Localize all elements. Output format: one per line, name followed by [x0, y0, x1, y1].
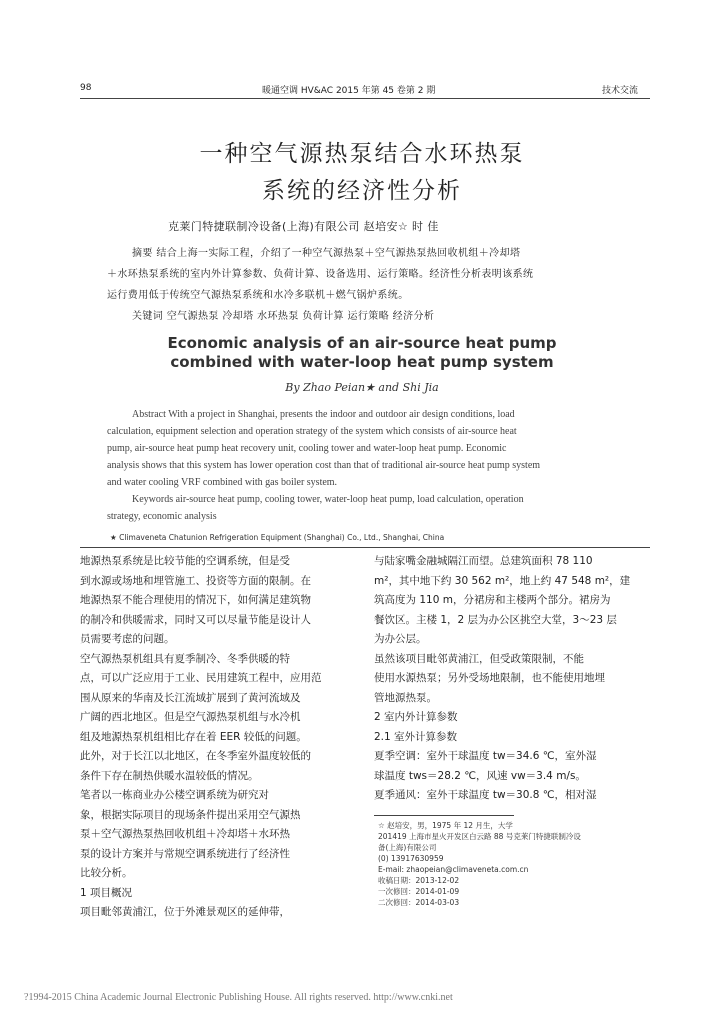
section-label: 技术交流	[602, 86, 639, 96]
body-right-line: 与陆家嘴金融城隔江而望。总建筑面积 78 110	[374, 555, 593, 567]
keywords-en-line-1: Keywords air-source heat pump, cooling tower, water-loop heat pump, load calculation, operation	[132, 494, 524, 505]
abstract-cn-line-2: ＋水环热泵系统的室内外计算参数、负荷计算、设备选用、运行策略。经济性分析表明该系统	[107, 269, 534, 280]
body-right-line: 管地源热泵。	[374, 691, 437, 704]
affiliation-en: ★ Climaveneta Chatunion Refrigeration Equipment (Shanghai) Co., Ltd., Shanghai, China	[110, 533, 445, 542]
body-right-column	[374, 552, 654, 806]
section-heading-2: 2 室内外计算参数	[374, 711, 458, 723]
body-right-line: 夏季空调：室外干球温度 tw＝34.6 ℃，室外湿	[374, 750, 597, 762]
body-right-line: 筑高度为 110 m，分裙房和主楼两个部分。裙房为	[374, 594, 611, 606]
body-right-line: 球温度 tws＝28.2 ℃，风速 vw＝3.4 m/s。	[374, 769, 586, 782]
body-left-column	[80, 552, 365, 923]
author-footnote	[378, 820, 581, 908]
header-rule	[80, 98, 650, 99]
body-right-line: m²，其中地下约 30 562 m²，地上约 47 548 m²，建	[374, 574, 631, 587]
body-right-line: 夏季通风：室外干球温度 tw＝30.8 ℃，相对湿	[374, 789, 597, 801]
title-line-2: 系统的经济性分析	[262, 178, 462, 204]
abstract-en-line-4: analysis shows that this system has lower operation cost than that of traditional air-source heat pump system	[107, 460, 541, 471]
abstract-cn-line-1: 摘要 结合上海一实际工程，介绍了一种空气源热泵＋空气源热泵热回收机组＋冷却塔	[132, 248, 521, 259]
body-right-line: 虽然该项目毗邻黄浦江，但受政策限制，不能	[374, 652, 584, 665]
body-left-line: 泵的设计方案并与常规空调系统进行了经济性	[80, 847, 290, 860]
title-en-line-1: Economic analysis of an air-source heat pump	[167, 334, 557, 352]
title-line-1: 一种空气源热泵结合水环热泵	[199, 141, 525, 167]
received-date: 收稿日期：2013-12-02	[378, 876, 460, 885]
body-right-line: 为办公层。	[374, 633, 427, 645]
body-left-line: 笔者以一栋商业办公楼空调系统为研究对	[80, 789, 269, 801]
body-left-line: 此外，对于长江以北地区，在冬季室外温度较低的	[80, 750, 311, 762]
body-left-line: 象，根据实际项目的现场条件提出采用空气源热	[80, 808, 301, 821]
first-revision-date: 一次修回：2014-01-09	[378, 887, 460, 896]
footnote-line: 201419 上海市星火开发区白云路 88 号克莱门特捷联制冷设	[378, 832, 581, 841]
footnote-rule	[374, 815, 514, 816]
body-left-line: 地源热泵系统是比较节能的空调系统，但是受	[80, 555, 290, 567]
body-right-line: 餐饮区。主楼 1，2 层为办公区挑空大堂，3～23 层	[374, 613, 617, 626]
section-heading-2-1: 2.1 室外计算参数	[374, 730, 458, 743]
journal-header: 暖通空调 HV&AC 2015 年第 45 卷第 2 期	[262, 86, 436, 96]
body-left-line: 员需要考虑的问题。	[80, 633, 175, 645]
authors-cn: 克莱门特捷联制冷设备(上海)有限公司 赵培安☆ 时 佳	[168, 220, 439, 233]
footnote-line: (0) 13917630959	[378, 854, 444, 863]
keywords-en-line-2: strategy, economic analysis	[107, 511, 217, 522]
abstract-en-line-2: calculation, equipment selection and operation strategy of the system which consists of air-source heat	[107, 426, 517, 437]
body-left-line: 地源热泵不能合理使用的情况下，如何满足建筑物	[80, 594, 311, 606]
authors-en: By Zhao Peian★ and Shi Jia	[285, 381, 439, 394]
body-left-line: 到水源或场地和埋管施工、投资等方面的限制。在	[80, 574, 311, 587]
section-rule	[80, 547, 650, 548]
abstract-en-line-1: Abstract With a project in Shanghai, presents the indoor and outdoor air design conditions, load	[132, 409, 515, 420]
body-left-line: 点，可以广泛应用于工业、民用建筑工程中，应用范	[80, 672, 322, 684]
page-number: 98	[80, 83, 92, 93]
footnote-line: E-mail: zhaopeian@climaveneta.com.cn	[378, 865, 529, 874]
copyright-footer: ?1994-2015 China Academic Journal Electronic Publishing House. All rights reserved. http://www.cnki.net	[24, 992, 453, 1003]
title-en-line-2: combined with water-loop heat pump system	[170, 353, 554, 371]
body-left-line: 条件下存在制热供暖水温较低的情况。	[80, 769, 259, 782]
second-revision-date: 二次修回：2014-03-03	[378, 898, 460, 907]
body-left-line: 空气源热泵机组具有夏季制冷、冬季供暖的特	[80, 652, 290, 665]
body-left-line: 项目毗邻黄浦江，位于外滩景观区的延伸带，	[80, 906, 290, 918]
body-left-line: 围从原来的华南及长江流域扩展到了黄河流域及	[80, 691, 301, 704]
footnote-line: ☆ 赵培安，男，1975 年 12 月生，大学	[378, 821, 513, 830]
footnote-line: 备(上海)有限公司	[378, 843, 437, 852]
body-right-line: 使用水源热泵；另外受场地限制，也不能使用地埋	[374, 672, 605, 684]
abstract-cn-line-3: 运行费用低于传统空气源热泵系统和水冷多联机＋燃气锅炉系统。	[107, 290, 409, 301]
body-left-line: 泵＋空气源热泵热回收机组＋冷却塔＋水环热	[80, 828, 290, 840]
body-left-line: 广阔的西北地区。但是空气源热泵机组与水冷机	[80, 711, 301, 723]
body-left-line: 组及地源热泵机组相比存在着 EER 较低的问题。	[80, 730, 307, 743]
section-heading-1: 1 项目概况	[80, 886, 133, 899]
abstract-en-line-5: and water cooling VRF combined with gas boiler system.	[107, 477, 338, 488]
keywords-cn: 关键词 空气源热泵 冷却塔 水环热泵 负荷计算 运行策略 经济分析	[132, 311, 435, 322]
body-left-line: 比较分析。	[80, 867, 133, 879]
abstract-en-line-3: pump, air-source heat pump heat recovery unit, cooling tower and water-loop heat pump. Economic	[107, 443, 507, 454]
body-left-line: 的制冷和供暖需求，同时又可以尽量节能是设计人	[80, 613, 311, 626]
